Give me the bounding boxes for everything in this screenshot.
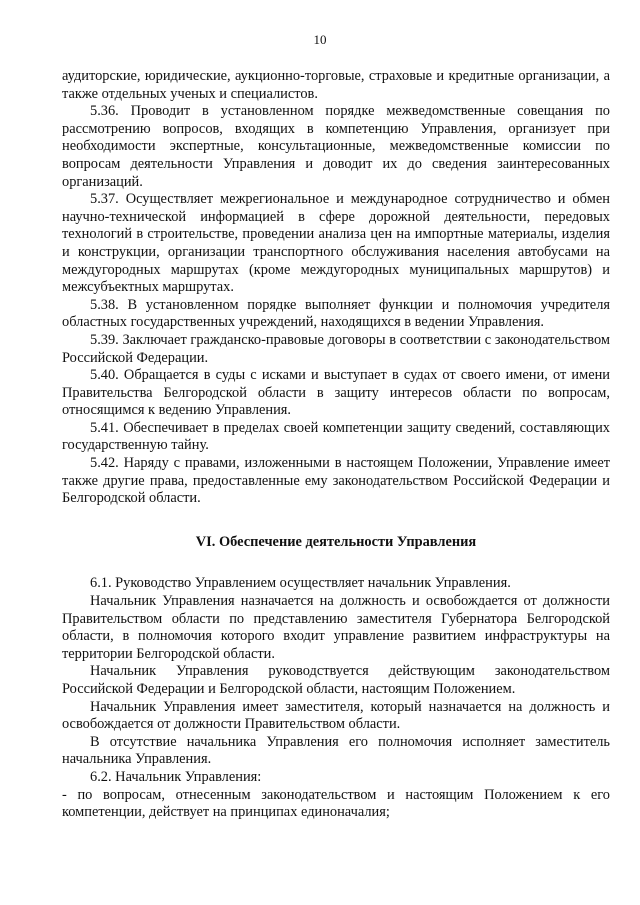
document-body [62, 68, 610, 822]
paragraph-head-appointment: Начальник Управления назначается на должность и освобождается от должности Правительством области по представлению заместителя Губернатора Белгородской области, в полномочия которого входит управление развитием инфраструктуры на территории Белгородской области. [62, 593, 610, 662]
paragraph-head-guidance: Начальник Управления руководствуется действующим законодательством Российской Федерации и Белгородской области, настоящим Положением. [62, 663, 610, 697]
paragraph-5-37: 5.37. Осуществляет межрегиональное и международное сотрудничество и обмен научно-технической информацией в сфере дорожной деятельности, передовых технологий в строительстве, проведении анализа цен на импортные материалы, изделия и конструкции, организации транспортного обслуживания населения автобусами на междугородных маршрутах (кроме междугородных муниципальных маршрутов) и межсубъектных маршрутах. [62, 191, 610, 296]
paragraph-6-1: 6.1. Руководство Управлением осуществляет начальник Управления. [90, 575, 511, 592]
paragraph-5-38: 5.38. В установленном порядке выполняет функции и полномочия учредителя областных государственных учреждений, находящихся в ведении Управления. [62, 296, 610, 331]
paragraph-5-42: 5.42. Наряду с правами, изложенными в настоящем Положении, Управление имеет также другие права, предоставленные ему законодательством Российской Федерации и Белгородской области. [62, 455, 610, 507]
list-item-competence: - по вопросам, отнесенным законодательством и настоящим Положением к его компетенции, действует на принципах единоначалия; [62, 786, 610, 821]
paragraph-continuation: аудиторские, юридические, аукционно-торговые, страховые и кредитные организации, а также отдельных ученых и специалистов. [62, 68, 610, 102]
section-heading: VI. Обеспечение деятельности Управления [195, 533, 477, 550]
paragraph-5-41: 5.41. Обеспечивает в пределах своей компетенции защиту сведений, составляющих государственную тайну. [62, 419, 610, 454]
paragraph-6-2: 6.2. Начальник Управления: [90, 768, 262, 785]
paragraph-deputy: Начальник Управления имеет заместителя, который назначается на должность и освобождается от должности Правительством области. [62, 698, 610, 733]
paragraph-5-40: 5.40. Обращается в суды с исками и выступает в судах от своего имени, от имени Правительства Белгородской области в защиту интересов области по вопросам, относящимся к ведению Управления. [62, 367, 610, 419]
page-number: 10 [313, 32, 327, 47]
paragraph-absence: В отсутствие начальника Управления его полномочия исполняет заместитель начальника Управления. [62, 733, 610, 768]
paragraph-5-36: 5.36. Проводит в установленном порядке межведомственные совещания по рассмотрению вопросов, входящих в компетенцию Управления, организует при необходимости экспертные, консультационные, межведомственные комиссии по вопросам деятельности Управления и доводит их до сведения заинтересованных организаций. [62, 103, 610, 190]
paragraph-5-39: 5.39. Заключает гражданско-правовые договоры в соответствии с законодательством Российской Федерации. [62, 331, 610, 366]
